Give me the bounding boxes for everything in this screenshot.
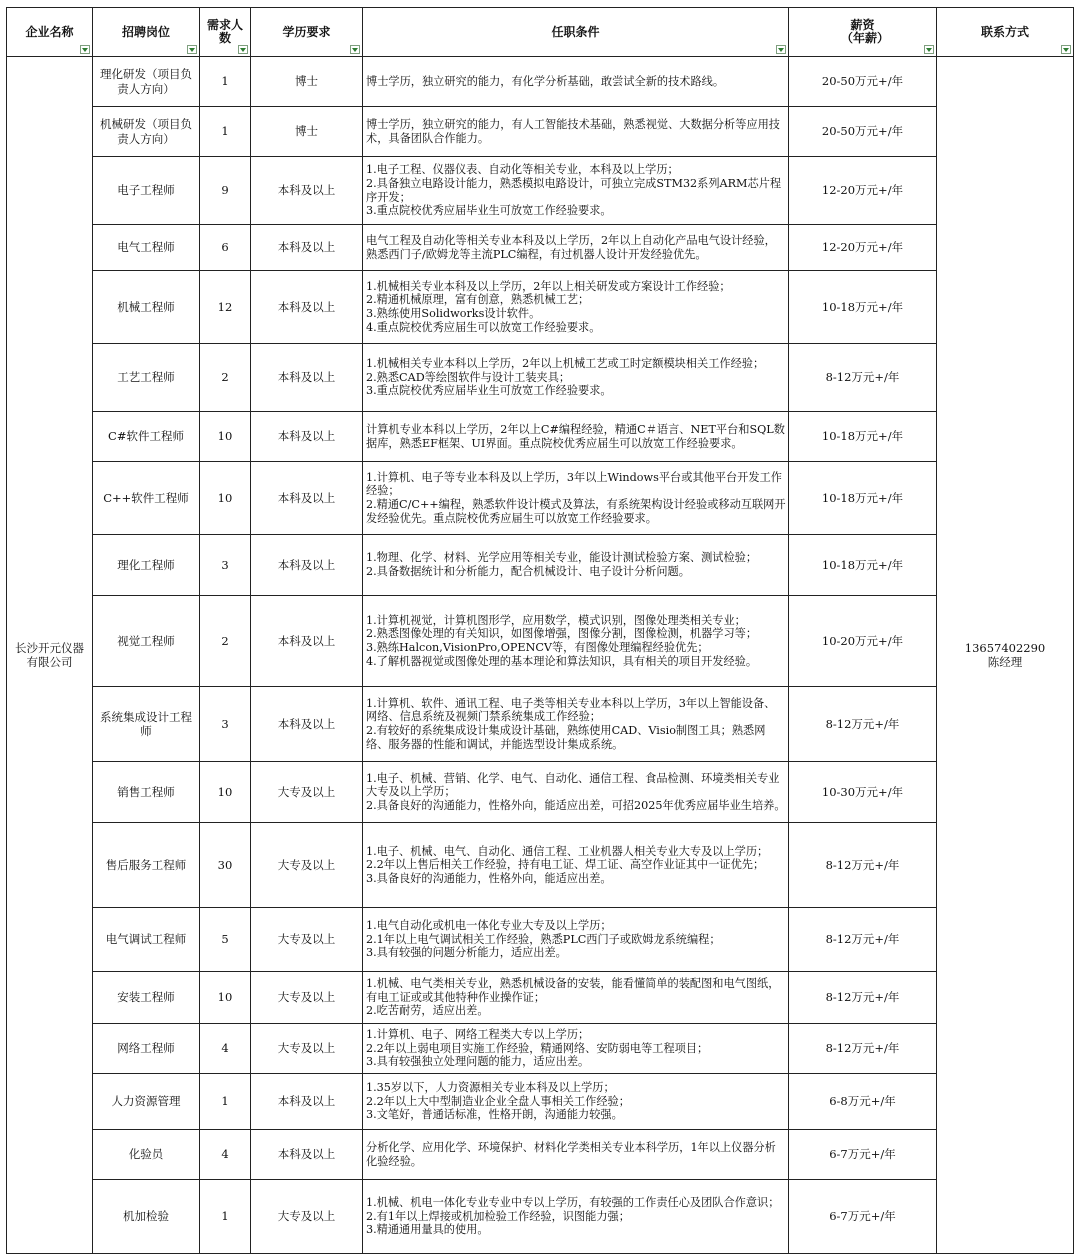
header-count	[200, 8, 251, 57]
position-cell: C++软件工程师	[93, 462, 200, 535]
requirements-cell: 1.电子工程、仪器仪表、自动化等相关专业，本科及以上学历； 2.具备独立电路设计能力，熟悉模拟电路设计，可独立完成STM32系列ARM芯片程序开发； 3.重点院校优秀应届毕业生可放宽工作经验要求。	[363, 157, 789, 225]
salary-cell: 6-8万元+/年	[789, 1074, 937, 1130]
requirements-cell: 分析化学、应用化学、环境保护、材料化学类相关专业本科学历，1年以上仪器分析化验经验。	[363, 1130, 789, 1180]
company-name-cell: 长沙开元仪器有限公司	[7, 57, 93, 1254]
salary-cell: 10-18万元+/年	[789, 412, 937, 462]
position-cell: 化验员	[93, 1130, 200, 1180]
header-contact	[937, 8, 1074, 57]
table-body	[7, 57, 1074, 1254]
count-cell: 9	[200, 157, 251, 225]
count-cell: 1	[200, 57, 251, 107]
table-row	[7, 687, 1074, 762]
filter-dropdown-icon[interactable]	[1061, 45, 1071, 54]
header-contact-label: 联系方式	[980, 24, 1029, 39]
requirements-cell: 1.计算机、电子、网络工程类大专以上学历； 2.2年以上弱电项目实施工作经验，精通网络、安防弱电等工程项目； 3.具有较强独立处理问题的能力，适应出差。	[363, 1024, 789, 1074]
table-row	[7, 1074, 1074, 1130]
position-cell: 电子工程师	[93, 157, 200, 225]
education-cell: 大专及以上	[251, 1024, 363, 1074]
count-cell: 1	[200, 1074, 251, 1130]
count-cell: 1	[200, 107, 251, 157]
salary-cell: 10-18万元+/年	[789, 271, 937, 344]
header-education	[251, 8, 363, 57]
header-position-label: 招聘岗位	[121, 24, 170, 39]
position-cell: 理化研发（项目负责人方向）	[93, 57, 200, 107]
table-row	[7, 596, 1074, 687]
count-cell: 10	[200, 462, 251, 535]
position-cell: 工艺工程师	[93, 344, 200, 412]
salary-cell: 8-12万元+/年	[789, 908, 937, 972]
requirements-cell: 1.电子、机械、营销、化学、电气、自动化、通信工程、食品检测、环境类相关专业大专及以上学历； 2.具备良好的沟通能力，性格外向，能适应出差，可招2025年优秀应届毕业生培养。	[363, 762, 789, 823]
table-row	[7, 57, 1074, 107]
contact-person: 陈经理	[987, 655, 1023, 669]
position-cell: 安装工程师	[93, 972, 200, 1024]
count-cell: 4	[200, 1024, 251, 1074]
requirements-cell: 1.计算机视觉，计算机图形学，应用数学，模式识别，图像处理类相关专业； 2.熟悉图像处理的有关知识，如图像增强，图像分割，图像检测，机器学习等； 3.熟练Halcon,VisionPro,OPENCV等，有图像处理编程经验优先； 4.了解机器视觉或图像处理的基本理论和算法知识，具有相关的项目开发经验。	[363, 596, 789, 687]
table-row	[7, 823, 1074, 908]
header-position	[93, 8, 200, 57]
education-cell: 大专及以上	[251, 972, 363, 1024]
table-row	[7, 157, 1074, 225]
education-cell: 大专及以上	[251, 823, 363, 908]
position-cell: 系统集成设计工程师	[93, 687, 200, 762]
table-row	[7, 1024, 1074, 1074]
header-count-label: 需求人数	[206, 18, 243, 45]
salary-cell: 8-12万元+/年	[789, 1024, 937, 1074]
header-salary-label: 薪资（年薪）	[841, 18, 890, 45]
table-row	[7, 271, 1074, 344]
filter-dropdown-icon[interactable]	[80, 45, 90, 54]
education-cell: 本科及以上	[251, 271, 363, 344]
salary-cell: 6-7万元+/年	[789, 1130, 937, 1180]
position-cell: 理化工程师	[93, 535, 200, 596]
count-cell: 30	[200, 823, 251, 908]
requirements-cell: 计算机专业本科以上学历，2年以上C#编程经验，精通C＃语言、NET平台和SQL数据库，熟悉EF框架、UI界面。重点院校优秀应届生可以放宽工作经验要求。	[363, 412, 789, 462]
salary-cell: 12-20万元+/年	[789, 225, 937, 271]
salary-cell: 20-50万元+/年	[789, 107, 937, 157]
count-cell: 6	[200, 225, 251, 271]
requirements-cell: 1.机械相关专业本科以上学历，2年以上机械工艺或工时定额模块相关工作经验； 2.熟悉CAD等绘图软件与设计工装夹具； 3.重点院校优秀应届毕业生可放宽工作经验要求。	[363, 344, 789, 412]
header-company-label: 企业名称	[25, 24, 74, 39]
education-cell: 本科及以上	[251, 687, 363, 762]
header-requirements	[363, 8, 789, 57]
filter-dropdown-icon[interactable]	[350, 45, 360, 54]
header-salary	[789, 8, 937, 57]
education-cell: 大专及以上	[251, 908, 363, 972]
salary-cell: 10-30万元+/年	[789, 762, 937, 823]
position-cell: 视觉工程师	[93, 596, 200, 687]
education-cell: 大专及以上	[251, 762, 363, 823]
requirements-cell: 1.35岁以下，人力资源相关专业本科及以上学历； 2.2年以上大中型制造业企业全盘人事相关工作经验； 3.文笔好，普通话标准，性格开朗，沟通能力较强。	[363, 1074, 789, 1130]
position-cell: C#软件工程师	[93, 412, 200, 462]
education-cell: 博士	[251, 57, 363, 107]
table-row	[7, 462, 1074, 535]
education-cell: 本科及以上	[251, 344, 363, 412]
filter-dropdown-icon[interactable]	[187, 45, 197, 54]
table-row	[7, 1180, 1074, 1254]
salary-cell: 8-12万元+/年	[789, 344, 937, 412]
filter-dropdown-icon[interactable]	[238, 45, 248, 54]
count-cell: 5	[200, 908, 251, 972]
salary-cell: 10-18万元+/年	[789, 462, 937, 535]
position-cell: 人力资源管理	[93, 1074, 200, 1130]
requirements-cell: 1.计算机、电子等专业本科及以上学历，3年以上Windows平台或其他平台开发工作经验； 2.精通C/C++编程，熟悉软件设计模式及算法，有系统架构设计经验或移动互联网开发经验优先。重点院校优秀应届生可以放宽工作经验要求。	[363, 462, 789, 535]
position-cell: 电气调试工程师	[93, 908, 200, 972]
header-education-label: 学历要求	[282, 24, 331, 39]
count-cell: 12	[200, 271, 251, 344]
contact-phone: 13657402290	[964, 640, 1046, 655]
education-cell: 本科及以上	[251, 1130, 363, 1180]
requirements-cell: 1.物理、化学、材料、光学应用等相关专业，能设计测试检验方案、测试检验； 2.具备数据统计和分析能力，配合机械设计、电子设计分析问题。	[363, 535, 789, 596]
filter-dropdown-icon[interactable]	[776, 45, 786, 54]
education-cell: 本科及以上	[251, 535, 363, 596]
position-cell: 机加检验	[93, 1180, 200, 1254]
salary-cell: 8-12万元+/年	[789, 687, 937, 762]
count-cell: 3	[200, 687, 251, 762]
position-cell: 售后服务工程师	[93, 823, 200, 908]
salary-cell: 20-50万元+/年	[789, 57, 937, 107]
table-row	[7, 344, 1074, 412]
table-row	[7, 535, 1074, 596]
count-cell: 1	[200, 1180, 251, 1254]
education-cell: 本科及以上	[251, 596, 363, 687]
count-cell: 2	[200, 596, 251, 687]
education-cell: 本科及以上	[251, 412, 363, 462]
salary-cell: 8-12万元+/年	[789, 823, 937, 908]
education-cell: 本科及以上	[251, 1074, 363, 1130]
header-requirements-label: 任职条件	[551, 24, 600, 39]
salary-cell: 12-20万元+/年	[789, 157, 937, 225]
table-row	[7, 225, 1074, 271]
salary-cell: 6-7万元+/年	[789, 1180, 937, 1254]
salary-cell: 10-18万元+/年	[789, 535, 937, 596]
table-row	[7, 762, 1074, 823]
education-cell: 大专及以上	[251, 1180, 363, 1254]
position-cell: 销售工程师	[93, 762, 200, 823]
requirements-cell: 1.机械、机电一体化专业专业中专以上学历，有较强的工作责任心及团队合作意识； 2.有1年以上焊接或机加检验工作经验，识图能力强； 3.精通通用量具的使用。	[363, 1180, 789, 1254]
education-cell: 本科及以上	[251, 157, 363, 225]
count-cell: 10	[200, 972, 251, 1024]
header-company	[7, 8, 93, 57]
position-cell: 机械工程师	[93, 271, 200, 344]
filter-dropdown-icon[interactable]	[924, 45, 934, 54]
table-row	[7, 908, 1074, 972]
requirements-cell: 1.机械相关专业本科及以上学历，2年以上相关研发或方案设计工作经验； 2.精通机械原理，富有创意，熟悉机械工艺； 3.熟练使用Solidworks设计软件。 4.重点院校优秀应届生可以放宽工作经验要求。	[363, 271, 789, 344]
requirements-cell: 1.电气自动化或机电一体化专业大专及以上学历； 2.1年以上电气调试相关工作经验，熟悉PLC西门子或欧姆龙系统编程； 3.具有较强的问题分析能力，适应出差。	[363, 908, 789, 972]
contact-cell	[937, 57, 1074, 1254]
count-cell: 10	[200, 762, 251, 823]
position-cell: 机械研发（项目负责人方向）	[93, 107, 200, 157]
position-cell: 网络工程师	[93, 1024, 200, 1074]
education-cell: 本科及以上	[251, 462, 363, 535]
table-row	[7, 107, 1074, 157]
count-cell: 2	[200, 344, 251, 412]
count-cell: 3	[200, 535, 251, 596]
requirements-cell: 1.机械、电气类相关专业，熟悉机械设备的安装，能看懂简单的装配图和电气图纸，有电工证或或其他特种作业操作证； 2.吃苦耐劳，适应出差。	[363, 972, 789, 1024]
education-cell: 本科及以上	[251, 225, 363, 271]
education-cell: 博士	[251, 107, 363, 157]
requirements-cell: 电气工程及自动化等相关专业本科及以上学历，2年以上自动化产品电气设计经验，熟悉西门子/欧姆龙等主流PLC编程，有过机器人设计开发经验优先。	[363, 225, 789, 271]
position-cell: 电气工程师	[93, 225, 200, 271]
requirements-cell: 博士学历，独立研究的能力，有化学分析基础，敢尝试全新的技术路线。	[363, 57, 789, 107]
salary-cell: 8-12万元+/年	[789, 972, 937, 1024]
salary-cell: 10-20万元+/年	[789, 596, 937, 687]
header-row	[7, 8, 1074, 57]
recruitment-table	[6, 7, 1074, 1254]
table-row	[7, 1130, 1074, 1180]
count-cell: 10	[200, 412, 251, 462]
table-row	[7, 412, 1074, 462]
requirements-cell: 1.电子、机械、电气、自动化、通信工程、工业机器人相关专业大专及以上学历； 2.2年以上售后相关工作经验，持有电工证、焊工证、高空作业证其中一证优先； 3.具备良好的沟通能力，性格外向，能适应出差。	[363, 823, 789, 908]
requirements-cell: 1.计算机、软件、通讯工程、电子类等相关专业本科以上学历，3年以上智能设备、网络、信息系统及视频门禁系统集成工作经验； 2.有较好的系统集成设计集成设计基础，熟练使用CAD、Visio制图工具；熟悉网络、服务器的性能和调试，并能选型设计集成系统。	[363, 687, 789, 762]
requirements-cell: 博士学历，独立研究的能力，有人工智能技术基础，熟悉视觉、大数据分析等应用技术，具备团队合作能力。	[363, 107, 789, 157]
count-cell: 4	[200, 1130, 251, 1180]
table-row	[7, 972, 1074, 1024]
